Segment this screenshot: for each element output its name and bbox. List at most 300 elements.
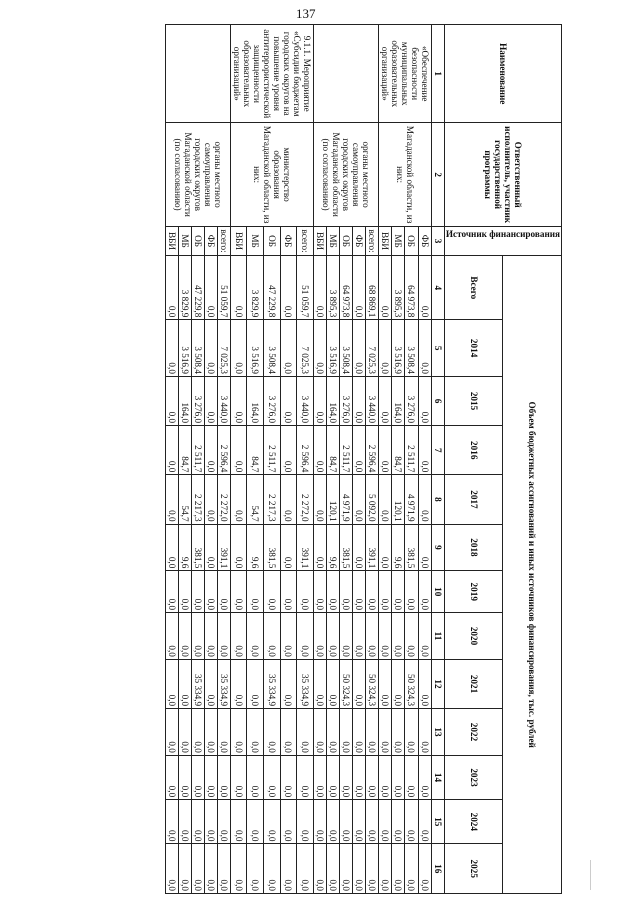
value-cell: 0,0	[313, 256, 326, 320]
value-cell: 0,0	[165, 426, 178, 475]
value-cell: 2 272,0	[297, 475, 314, 524]
value-cell: 0,0	[297, 571, 314, 613]
value-cell: 0,0	[313, 320, 326, 377]
value-cell: 0,0	[378, 376, 391, 425]
value-cell: 9,6	[247, 524, 264, 571]
value-cell: 0,0	[217, 755, 230, 799]
value-cell: 0,0	[378, 571, 391, 613]
value-cell: 0,0	[339, 613, 352, 660]
value-cell: 0,0	[280, 613, 297, 660]
value-cell: 0,0	[297, 800, 314, 844]
column-number: 2	[431, 123, 444, 226]
row-source: ФБ	[204, 226, 217, 256]
value-cell: 0,0	[352, 755, 365, 799]
value-cell: 2 511,7	[339, 426, 352, 475]
value-cell: 68 869,1	[365, 256, 378, 320]
value-cell: 84,7	[178, 426, 191, 475]
row-name	[165, 25, 230, 123]
value-cell: 0,0	[326, 755, 339, 799]
value-cell: 0,0	[264, 844, 281, 894]
row-name: «Обеспечение безопасности муниципальных образовательных организаций»	[378, 25, 431, 123]
value-cell: 0,0	[280, 571, 297, 613]
value-cell: 391,1	[297, 524, 314, 571]
value-cell: 0,0	[280, 320, 297, 377]
value-cell: 0,0	[217, 571, 230, 613]
value-cell: 0,0	[230, 376, 247, 425]
value-cell: 0,0	[230, 426, 247, 475]
value-cell: 0,0	[165, 256, 178, 320]
year-header: 2025	[444, 844, 503, 894]
value-cell: 0,0	[178, 659, 191, 708]
year-header: 2021	[444, 659, 503, 708]
value-cell: 0,0	[204, 659, 217, 708]
row-source: ВБИ	[313, 226, 326, 256]
value-cell: 0,0	[165, 320, 178, 377]
value-cell: 3 508,4	[405, 320, 418, 377]
year-header: 2018	[444, 524, 503, 571]
value-cell: 0,0	[178, 709, 191, 756]
value-cell: 64 973,8	[339, 256, 352, 320]
column-number: 6	[431, 376, 444, 425]
value-cell: 0,0	[230, 524, 247, 571]
year-header: 2020	[444, 613, 503, 660]
value-cell: 0,0	[247, 844, 264, 894]
value-cell: 0,0	[247, 755, 264, 799]
year-header: 2024	[444, 800, 503, 844]
column-number: 3	[431, 226, 444, 256]
row-source: ФБ	[280, 226, 297, 256]
row-source: МБ	[247, 226, 264, 256]
value-cell: 3 895,3	[392, 256, 405, 320]
value-cell: 0,0	[405, 844, 418, 894]
value-cell: 3 516,9	[178, 320, 191, 377]
value-cell: 0,0	[230, 800, 247, 844]
column-number: 9	[431, 524, 444, 571]
value-cell: 2 217,3	[191, 475, 204, 524]
year-header: 2022	[444, 709, 503, 756]
row-source: ОБ	[191, 226, 204, 256]
value-cell: 54,7	[247, 475, 264, 524]
value-cell: 0,0	[297, 613, 314, 660]
column-number: 14	[431, 755, 444, 799]
value-cell: 64 973,8	[405, 256, 418, 320]
value-cell: 0,0	[352, 800, 365, 844]
value-cell: 0,0	[230, 320, 247, 377]
value-cell: 0,0	[191, 613, 204, 660]
value-cell: 35 334,9	[217, 659, 230, 708]
value-cell: 0,0	[178, 800, 191, 844]
value-cell: 2 511,7	[264, 426, 281, 475]
value-cell: 0,0	[204, 800, 217, 844]
column-number: 11	[431, 613, 444, 660]
row-source: ВБИ	[378, 226, 391, 256]
value-cell: 47 229,8	[264, 256, 281, 320]
value-cell: 0,0	[204, 475, 217, 524]
value-cell: 0,0	[418, 613, 431, 660]
value-cell: 2 596,4	[365, 426, 378, 475]
value-cell: 0,0	[405, 755, 418, 799]
value-cell: 0,0	[165, 659, 178, 708]
value-cell: 2 511,7	[191, 426, 204, 475]
value-cell: 0,0	[418, 475, 431, 524]
column-number: 10	[431, 571, 444, 613]
row-executor: органы местного самоуправления городских округов Магаданской области (по согласованию)	[313, 123, 378, 226]
value-cell: 0,0	[405, 571, 418, 613]
value-cell: 0,0	[378, 709, 391, 756]
row-executor: министерство образования Магаданской области, из них:	[230, 123, 313, 226]
value-cell: 3 276,0	[264, 376, 281, 425]
table-row	[365, 25, 378, 894]
value-cell: 0,0	[418, 571, 431, 613]
value-cell: 0,0	[247, 709, 264, 756]
value-cell: 0,0	[313, 709, 326, 756]
value-cell: 0,0	[365, 755, 378, 799]
value-cell: 3 508,4	[339, 320, 352, 377]
value-cell: 0,0	[418, 844, 431, 894]
col-source-header	[444, 226, 561, 256]
value-cell: 0,0	[280, 709, 297, 756]
value-cell: 164,0	[178, 376, 191, 425]
value-cell: 35 334,9	[264, 659, 281, 708]
value-cell: 0,0	[165, 376, 178, 425]
value-cell: 0,0	[326, 571, 339, 613]
value-cell: 0,0	[165, 571, 178, 613]
value-cell: 0,0	[352, 659, 365, 708]
value-cell: 0,0	[191, 800, 204, 844]
value-cell: 0,0	[165, 475, 178, 524]
value-cell: 120,1	[392, 475, 405, 524]
value-cell: 0,0	[204, 426, 217, 475]
year-header: 2016	[444, 426, 503, 475]
row-source: ОБ	[264, 226, 281, 256]
value-cell: 0,0	[418, 755, 431, 799]
value-cell: 47 229,8	[191, 256, 204, 320]
value-cell: 0,0	[418, 659, 431, 708]
column-number: 1	[431, 25, 444, 123]
value-cell: 0,0	[178, 844, 191, 894]
value-cell: 3 276,0	[339, 376, 352, 425]
table-body	[165, 25, 431, 894]
row-source: ВБИ	[165, 226, 178, 256]
col-executor-header: Ответственный исполнитель, участник государственной программы	[444, 123, 561, 226]
value-cell: 0,0	[280, 524, 297, 571]
value-cell: 0,0	[313, 659, 326, 708]
year-header: 2014	[444, 320, 503, 377]
value-cell: 4 971,9	[339, 475, 352, 524]
row-source: ОБ	[339, 226, 352, 256]
value-cell: 0,0	[418, 709, 431, 756]
value-cell: 0,0	[264, 571, 281, 613]
row-source: ВБИ	[230, 226, 247, 256]
value-cell: 3 440,0	[217, 376, 230, 425]
row-executor: Магаданской области, из них:	[378, 123, 431, 226]
value-cell: 2 217,3	[264, 475, 281, 524]
value-cell: 0,0	[191, 755, 204, 799]
value-cell: 0,0	[378, 475, 391, 524]
value-cell: 0,0	[165, 524, 178, 571]
value-cell: 9,6	[326, 524, 339, 571]
value-cell: 0,0	[280, 659, 297, 708]
value-cell: 51 059,7	[297, 256, 314, 320]
row-name: 9.1.1. Мероприятие «Субсидии бюджетам городских округов на повышение уровня антитеррористической защищенности образовательных организаций»	[230, 25, 313, 123]
value-cell: 0,0	[339, 800, 352, 844]
value-cell: 0,0	[365, 613, 378, 660]
value-cell: 54,7	[178, 475, 191, 524]
value-cell: 5 092,0	[365, 475, 378, 524]
value-cell: 50 324,3	[405, 659, 418, 708]
value-cell: 3 276,0	[191, 376, 204, 425]
value-cell: 0,0	[352, 320, 365, 377]
col-name-header: Наименование	[444, 25, 561, 123]
value-cell: 2 511,7	[405, 426, 418, 475]
value-cell: 0,0	[191, 844, 204, 894]
value-cell: 2 596,4	[217, 426, 230, 475]
row-source: всего:	[297, 226, 314, 256]
value-cell: 164,0	[392, 376, 405, 425]
value-cell: 4 971,9	[405, 475, 418, 524]
value-cell: 0,0	[178, 613, 191, 660]
value-cell: 0,0	[280, 426, 297, 475]
row-source: МБ	[392, 226, 405, 256]
value-cell: 0,0	[217, 613, 230, 660]
value-cell: 51 059,7	[217, 256, 230, 320]
row-source: МБ	[178, 226, 191, 256]
value-cell: 0,0	[297, 709, 314, 756]
value-cell: 0,0	[178, 755, 191, 799]
value-cell: 0,0	[365, 709, 378, 756]
value-cell: 0,0	[313, 376, 326, 425]
value-cell: 3 276,0	[405, 376, 418, 425]
value-cell: 0,0	[313, 844, 326, 894]
value-cell: 0,0	[230, 659, 247, 708]
table-row	[418, 25, 431, 894]
value-cell: 381,5	[339, 524, 352, 571]
value-cell: 0,0	[352, 256, 365, 320]
value-cell: 0,0	[165, 709, 178, 756]
value-cell: 0,0	[204, 376, 217, 425]
row-source: ФБ	[418, 226, 431, 256]
value-cell: 0,0	[392, 659, 405, 708]
table-row	[217, 25, 230, 894]
value-cell: 0,0	[326, 613, 339, 660]
value-cell: 2 596,4	[297, 426, 314, 475]
value-cell: 0,0	[378, 755, 391, 799]
page-number: 137	[296, 6, 316, 21]
value-cell: 7 025,3	[365, 320, 378, 377]
value-cell: 7 025,3	[297, 320, 314, 377]
column-number-row	[431, 25, 444, 894]
value-cell: 3 516,9	[247, 320, 264, 377]
value-cell: 0,0	[217, 709, 230, 756]
row-executor: органы местного самоуправления городских округов Магаданской области (по согласованию)	[165, 123, 230, 226]
column-number: 13	[431, 709, 444, 756]
value-cell: 381,5	[191, 524, 204, 571]
value-cell: 0,0	[378, 844, 391, 894]
value-cell: 35 334,9	[297, 659, 314, 708]
value-cell: 0,0	[378, 320, 391, 377]
value-cell: 0,0	[352, 475, 365, 524]
column-number: 16	[431, 844, 444, 894]
value-cell: 0,0	[297, 844, 314, 894]
value-cell: 0,0	[352, 376, 365, 425]
column-number: 7	[431, 426, 444, 475]
value-cell: 0,0	[326, 800, 339, 844]
value-cell: 0,0	[392, 755, 405, 799]
year-header: 2017	[444, 475, 503, 524]
value-cell: 0,0	[230, 571, 247, 613]
value-cell: 0,0	[313, 571, 326, 613]
value-cell: 0,0	[352, 524, 365, 571]
column-number: 12	[431, 659, 444, 708]
value-cell: 9,6	[178, 524, 191, 571]
value-cell: 0,0	[352, 709, 365, 756]
value-cell: 84,7	[392, 426, 405, 475]
value-cell: 0,0	[297, 755, 314, 799]
table-row	[297, 25, 314, 894]
value-cell: 0,0	[247, 613, 264, 660]
value-cell: 0,0	[204, 613, 217, 660]
financing-table	[165, 24, 562, 894]
value-cell: 0,0	[352, 426, 365, 475]
value-cell: 0,0	[230, 755, 247, 799]
value-cell: 0,0	[191, 571, 204, 613]
value-cell: 0,0	[405, 709, 418, 756]
value-cell: 3 516,9	[392, 320, 405, 377]
value-cell: 0,0	[204, 256, 217, 320]
year-header: 2019	[444, 571, 503, 613]
value-cell: 0,0	[247, 659, 264, 708]
value-cell: 9,6	[392, 524, 405, 571]
value-cell: 0,0	[280, 376, 297, 425]
scan-mark	[590, 860, 591, 890]
value-cell: 0,0	[230, 613, 247, 660]
value-cell: 0,0	[230, 475, 247, 524]
value-cell: 0,0	[247, 571, 264, 613]
value-cell: 0,0	[204, 524, 217, 571]
value-cell: 0,0	[339, 755, 352, 799]
value-cell: 3 440,0	[297, 376, 314, 425]
value-cell: 3 516,9	[326, 320, 339, 377]
value-cell: 0,0	[392, 844, 405, 894]
value-cell: 0,0	[280, 800, 297, 844]
year-header: 2023	[444, 755, 503, 799]
value-cell: 0,0	[339, 709, 352, 756]
value-cell: 0,0	[313, 426, 326, 475]
value-cell: 0,0	[352, 613, 365, 660]
value-cell: 0,0	[178, 571, 191, 613]
value-cell: 3 440,0	[365, 376, 378, 425]
value-cell: 0,0	[418, 426, 431, 475]
value-cell: 0,0	[378, 613, 391, 660]
value-cell: 0,0	[365, 800, 378, 844]
year-header: Всего	[444, 256, 503, 320]
value-cell: 0,0	[378, 659, 391, 708]
value-cell: 0,0	[217, 844, 230, 894]
row-source: всего:	[365, 226, 378, 256]
value-cell: 0,0	[204, 571, 217, 613]
value-cell: 0,0	[165, 844, 178, 894]
value-cell: 0,0	[405, 800, 418, 844]
value-cell: 0,0	[204, 709, 217, 756]
row-source: ОБ	[405, 226, 418, 256]
value-cell: 84,7	[326, 426, 339, 475]
value-cell: 0,0	[313, 475, 326, 524]
value-cell: 120,1	[326, 475, 339, 524]
value-cell: 391,1	[217, 524, 230, 571]
value-cell: 0,0	[165, 613, 178, 660]
value-cell: 0,0	[313, 800, 326, 844]
value-cell: 3 508,4	[264, 320, 281, 377]
column-number: 4	[431, 256, 444, 320]
rotated-table-wrapper	[88, 24, 562, 896]
value-cell: 0,0	[264, 755, 281, 799]
value-cell: 0,0	[392, 571, 405, 613]
value-cell: 0,0	[280, 256, 297, 320]
value-cell: 0,0	[365, 571, 378, 613]
value-cell: 2 272,0	[217, 475, 230, 524]
value-cell: 0,0	[378, 524, 391, 571]
value-cell: 0,0	[392, 613, 405, 660]
year-header: 2015	[444, 376, 503, 425]
value-cell: 0,0	[352, 571, 365, 613]
value-cell: 164,0	[326, 376, 339, 425]
value-cell: 84,7	[247, 426, 264, 475]
value-cell: 0,0	[378, 256, 391, 320]
value-cell: 0,0	[264, 709, 281, 756]
value-cell: 0,0	[378, 426, 391, 475]
value-cell: 7 025,3	[217, 320, 230, 377]
value-cell: 0,0	[280, 844, 297, 894]
value-cell: 0,0	[264, 613, 281, 660]
value-cell: 164,0	[247, 376, 264, 425]
value-cell: 3 829,9	[247, 256, 264, 320]
value-cell: 35 334,9	[191, 659, 204, 708]
value-cell: 0,0	[280, 755, 297, 799]
value-cell: 0,0	[313, 613, 326, 660]
value-cell: 0,0	[339, 844, 352, 894]
value-cell: 0,0	[230, 844, 247, 894]
column-number: 15	[431, 800, 444, 844]
value-cell: 50 324,3	[365, 659, 378, 708]
row-source: МБ	[326, 226, 339, 256]
column-number: 5	[431, 320, 444, 377]
value-cell: 0,0	[313, 524, 326, 571]
value-cell: 50 324,3	[339, 659, 352, 708]
value-cell: 0,0	[365, 844, 378, 894]
value-cell: 0,0	[418, 524, 431, 571]
value-cell: 0,0	[217, 800, 230, 844]
value-cell: 0,0	[247, 800, 264, 844]
column-number: 8	[431, 475, 444, 524]
value-cell: 0,0	[326, 659, 339, 708]
value-cell: 0,0	[418, 376, 431, 425]
value-cell: 0,0	[418, 320, 431, 377]
value-cell: 381,5	[405, 524, 418, 571]
col-source-label: Источник финансирования	[445, 228, 560, 239]
value-cell: 0,0	[191, 709, 204, 756]
value-cell: 0,0	[165, 800, 178, 844]
value-cell: 3 895,3	[326, 256, 339, 320]
value-cell: 3 829,9	[178, 256, 191, 320]
value-cell: 0,0	[204, 320, 217, 377]
value-cell: 0,0	[405, 613, 418, 660]
row-name	[313, 25, 378, 123]
value-cell: 3 508,4	[191, 320, 204, 377]
value-cell: 0,0	[339, 571, 352, 613]
value-cell: 0,0	[230, 709, 247, 756]
value-cell: 0,0	[378, 800, 391, 844]
value-cell: 0,0	[264, 800, 281, 844]
